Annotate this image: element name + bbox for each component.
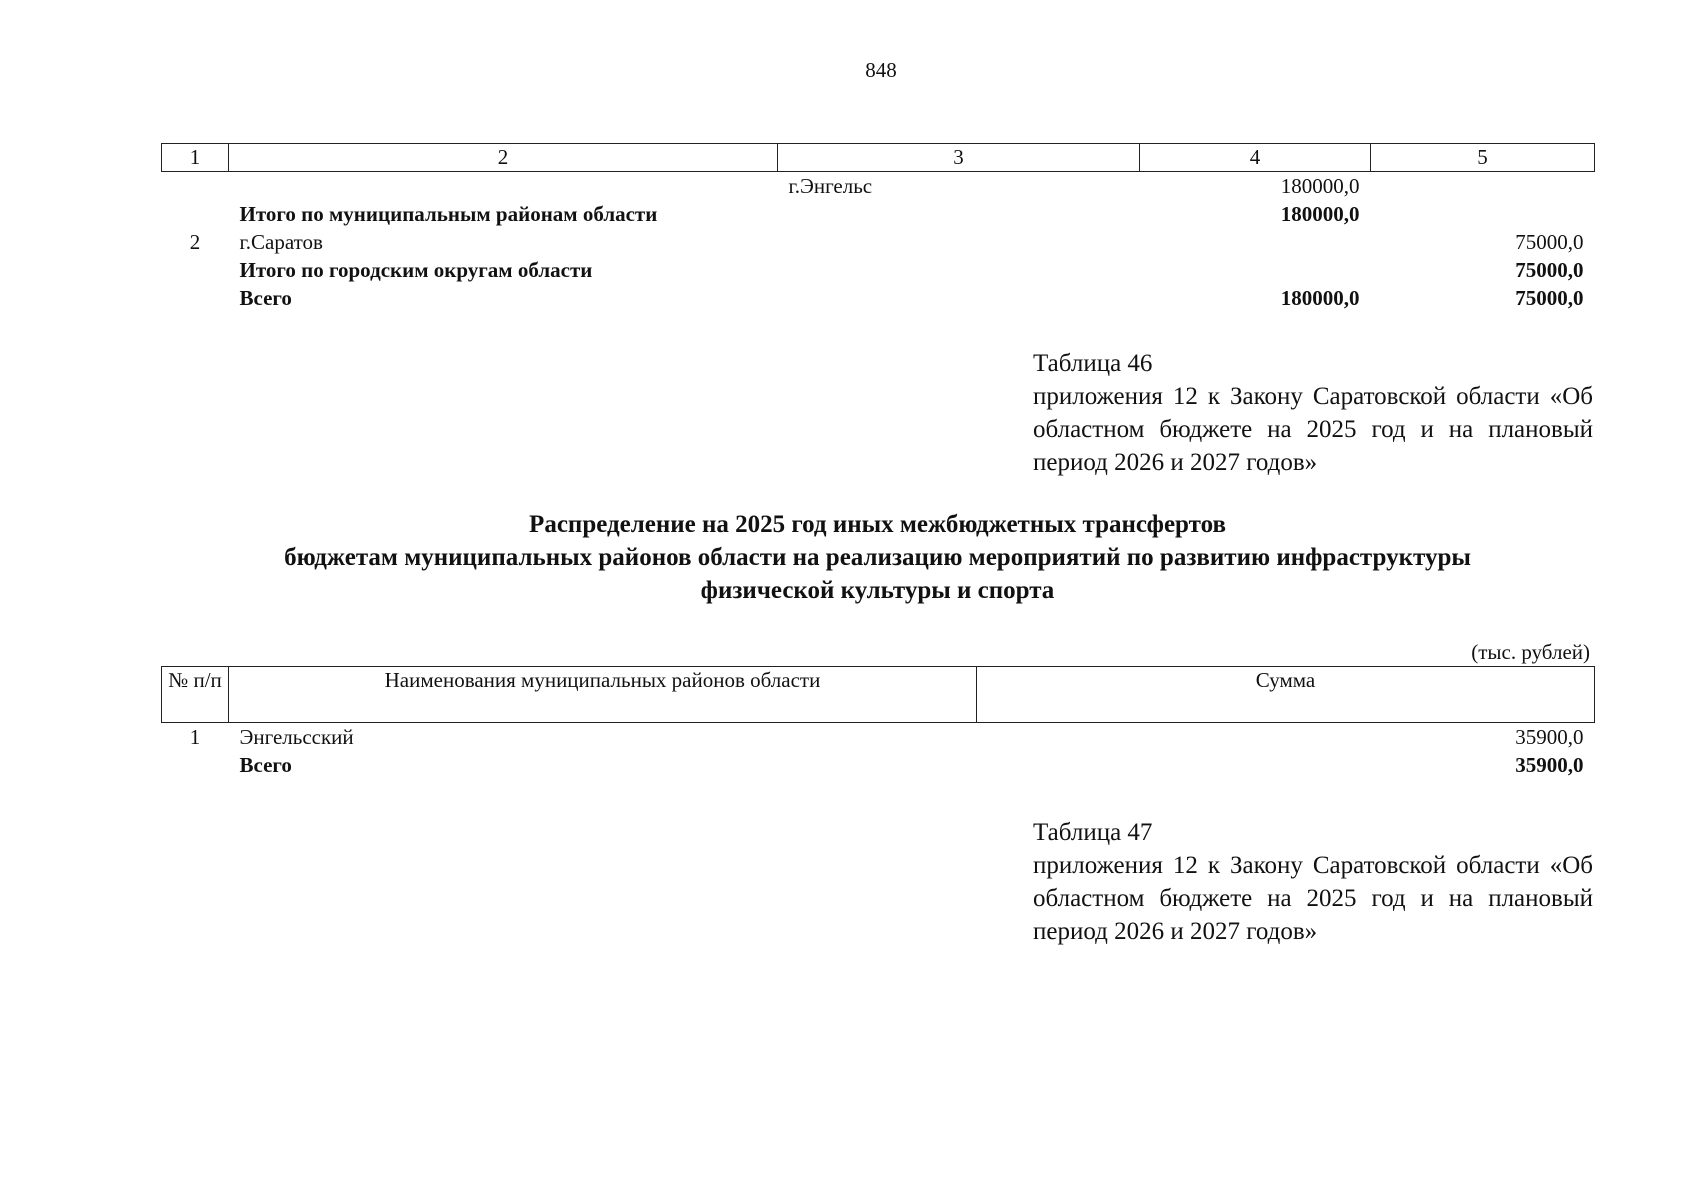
heading-line: физической культуры и спорта — [700, 577, 1055, 604]
row-name: Итого по городским округам области — [239, 258, 593, 282]
header-row — [162, 667, 1595, 723]
heading-line: Распределение на 2025 год иных межбюджетных трансфертов — [529, 511, 1226, 538]
column-number: 3 — [778, 144, 1140, 172]
column-number-row — [162, 144, 1595, 172]
page-number: 848 — [865, 58, 897, 82]
row-locality: г.Энгельс — [788, 174, 873, 198]
row-number: 2 — [189, 230, 201, 254]
row-sum: 35900,0 — [1515, 725, 1584, 749]
row-name: Всего — [239, 286, 292, 310]
annex-reference: приложения 12 к Закону Саратовской области «Об областном бюджете на 2025 год и на плановый период 2026 и 2027 годов» — [1033, 852, 1593, 945]
allocation-table — [161, 666, 1595, 779]
row-value-col4 — [1140, 228, 1371, 256]
allocation-table-continuation — [161, 143, 1595, 312]
column-number: 2 — [229, 144, 778, 172]
row-value-col4: 180000,0 — [1280, 202, 1360, 226]
table-row — [162, 172, 1595, 201]
section-heading — [161, 508, 1594, 607]
heading-line: бюджетам муниципальных районов области на реализацию мероприятий по развитию инфраструктуры — [284, 544, 1471, 571]
row-value-col5: 75000,0 — [1515, 258, 1584, 282]
row-number — [162, 256, 229, 284]
row-number — [162, 172, 229, 201]
row-name: Энгельсский — [239, 725, 354, 749]
column-number: 1 — [162, 144, 229, 172]
row-value-col4: 180000,0 — [1280, 174, 1360, 198]
column-number: 4 — [1140, 144, 1371, 172]
row-name — [229, 172, 778, 201]
annex-caption-47 — [1033, 816, 1593, 948]
row-name: г.Саратов — [239, 230, 323, 254]
row-number — [162, 200, 229, 228]
total-row — [162, 751, 1595, 779]
row-locality — [778, 256, 1140, 284]
row-number — [162, 284, 229, 312]
row-value-col4 — [1140, 256, 1371, 284]
total-row — [162, 284, 1595, 312]
table-row — [162, 723, 1595, 752]
row-number: 1 — [189, 725, 201, 749]
annex-caption-46 — [1033, 347, 1593, 479]
table-row — [162, 228, 1595, 256]
row-value-col5: 75000,0 — [1515, 286, 1584, 310]
row-value-col5 — [1371, 200, 1595, 228]
annex-reference: приложения 12 к Закону Саратовской области «Об областном бюджете на 2025 год и на плановый период 2026 и 2027 годов» — [1033, 383, 1593, 476]
table-label: Таблица 46 — [1033, 350, 1153, 377]
row-value-col5 — [1371, 172, 1595, 201]
row-value-col4: 180000,0 — [1280, 286, 1360, 310]
table-label: Таблица 47 — [1033, 819, 1153, 846]
row-name: Всего — [239, 753, 292, 777]
header-district-name: Наименования муниципальных районов области — [229, 667, 977, 723]
subtotal-row — [162, 200, 1595, 228]
header-sum: Сумма — [977, 667, 1595, 723]
row-number — [162, 751, 229, 779]
units-note: (тыс. рублей) — [1471, 640, 1590, 664]
column-number: 5 — [1371, 144, 1595, 172]
row-locality — [778, 228, 1140, 256]
row-locality — [778, 284, 1140, 312]
row-sum: 35900,0 — [1515, 753, 1584, 777]
row-locality — [778, 200, 1140, 228]
subtotal-row — [162, 256, 1595, 284]
row-name: Итого по муниципальным районам области — [239, 202, 658, 226]
header-number: № п/п — [162, 667, 229, 723]
row-value-col5: 75000,0 — [1515, 230, 1584, 254]
